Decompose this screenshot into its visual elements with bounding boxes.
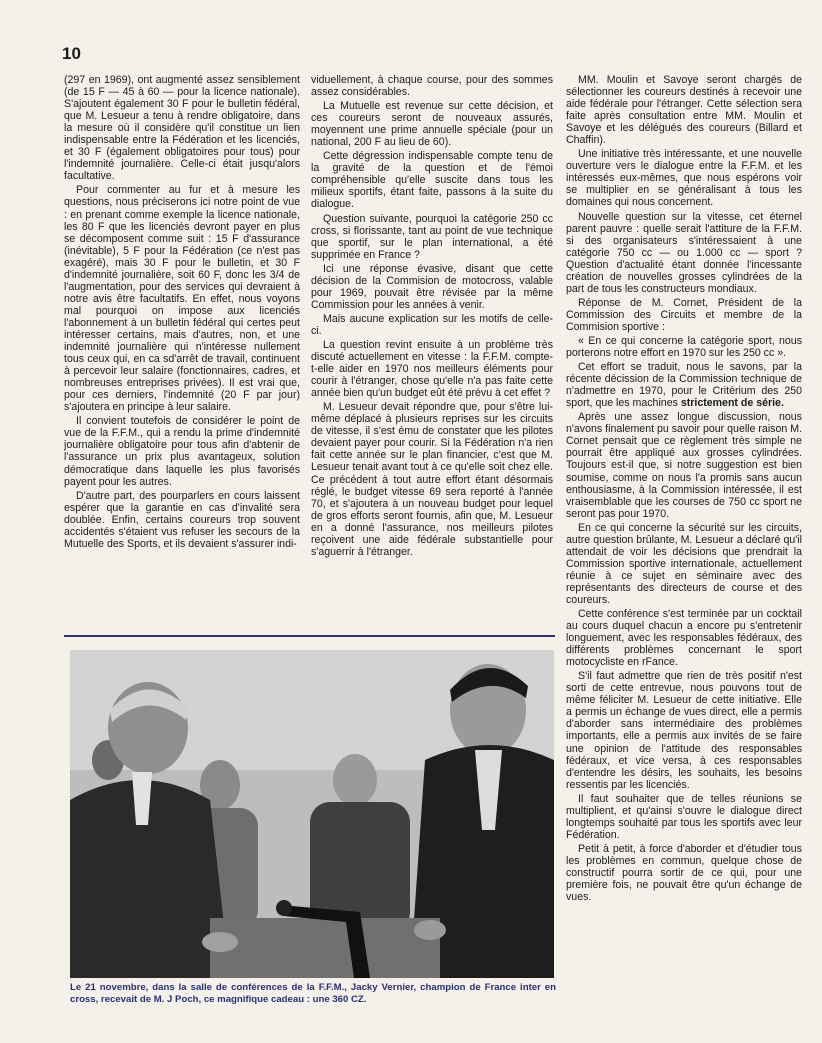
paragraph-text: S'il faut admettre que rien de très positif n'est sorti de cette entrevue, nous pouvons tout de même féliciter M. Lesueur de cette initiative. Elle a permis un échange de vues direct, elle a permis d'aborder sans intermédiaire des problèmes importants, elle a permis aux invités de se faire une opinion de l'attitude des responsables fédéraux, et vice versa, à ces responsables d'entendre les désirs, les souhaits, les besoins ressentis par les licenciés. [566,670,802,791]
paragraph-text: Question suivante, pourquoi la catégorie 250 cc cross, si florissante, tant au point de vue technique que sportif, sur le plan international, a été supprimée en France ? [311,212,553,261]
paragraph-text: M. Lesueur devait répondre que, pour s'être lui-même déplacé à plusieurs reprises sur les circuits de vitesse, il s'est ému de constater que les pilotes devaient payer pour courir. Si la Fédération n'a rien fait cette année sur le plan financier, c'est que M. Lesueur tenait avant tout à ce qu'elle soit chez elle. Ce précédent à tout autre effort étant désormais réglé, le budget vitesse 69 sera reporté à l'année 70, et s'ajoutera à un nouveau budget pour lequel de gros efforts seront fournis, afin que, M. Lesueur en a donné l'assurance, nos meilleurs pilotes reçoivent une aide fédérale substantielle pour s'aguerrir à l'étranger. [311,401,553,558]
article-paragraph [566,74,802,146]
paragraph-text: Il faut souhaiter que de telles réunions se multiplient, et qu'ainsi s'ouvre le dialogue direct longtemps souhaité par tous les sportifs avec leur Fédération. [566,792,802,841]
article-paragraph [311,100,553,148]
emphasis-text: strictement de série. [680,397,784,410]
article-paragraph [566,361,802,409]
article-paragraph [566,522,802,606]
news-photo [70,650,554,978]
article-paragraph [311,339,553,399]
article-paragraph [566,793,802,841]
paragraph-text: viduellement, à chaque course, pour des sommes assez considérables. [311,74,553,99]
article-column-3 [566,74,802,1024]
article-paragraph [566,843,802,903]
paragraph-text: Mais aucune explication sur les motifs de celle-ci. [311,312,553,337]
paragraph-text: MM. Moulin et Savoye seront chargés de sélectionner les coureurs destinés à recevoir une aide fédérale pour l'étranger. Cette sélection sera faite après consultation entre MM. Moulin et Savoye et les délégués des coureurs (Billard et Chaffin). [566,74,802,147]
paragraph-text: D'autre part, des pourparlers en cours laissent espérer que la garantie en cas d'invalité sera doublée. Enfin, certains coureurs trop souvent accidentés s'étaient vus refuser les secours de la Mutuelle des Sports, et ils devaient s'assurer indi- [64,489,300,550]
article-paragraph [64,490,300,550]
photo-illustration [70,650,554,978]
paragraph-text: La Mutuelle est revenue sur cette décision, et ces coureurs seront de nouveaux assurés, moyennent une prime annuelle spéciale (pour un national, 200 F au lieu de 60). [311,100,553,149]
article-paragraph [566,670,802,790]
paragraph-text: Pour commenter au fur et à mesure les questions, nous préciserons ici notre point de vue : en prenant comme exemple la licence nationale, les 80 F que les licenciés devront payer en plus se décomposent comme suit : 15 F d'assurance (inévitable), 5 F pour la Fédération (ce n'est pas exagéré), mais 30 F pour le bulletin, et 30 F d'indemnité journalière, soit 60 F, donc les 3/4 de l'augmentation, pour des services qui devraient à notre avis être facultatifs. En effet, nous voyons mal pourquoi on impose aux licenciés l'abonnement à un bulletin fédéral qui certes peut intéresser certains, mais d'autres, non, et une indemnité journalière qui n'intéresse nullement tous ceux qui, en ca sd'arrêt de travail, continuent à percevoir leur salaire (fonctionnaires, cadres, et nombreuses entreprises privées). Il est vrai que, pour ces derniers, l'indemnité (20 F par jour) s'ajoutera en principe à leur salaire. [64,184,300,414]
page-number: 10 [62,44,81,63]
paragraph-text: (297 en 1969), ont augmenté assez sensiblement (de 15 F — 45 à 60 — pour la licence nationale). S'ajoutent également 30 F pour le bulletin fédéral, que M. Lesueur a tenu à rendre obligatoire, dans la mesure où il considère qu'il constitue un lien indispensable entre la Fédération et les licenciés, et 30 F (également obligatoires pour tous) pour l'indemnité journalière. Celle-ci était jusqu'alors facultative. [64,74,300,183]
article-paragraph [64,184,300,413]
article-paragraph [311,150,553,210]
paragraph-text: Après une assez longue discussion, nous n'avons finalement pu savoir pour quelle raison M. Cornet pensait que ce règlement très simple ne pourrait être appliqué aux grosses cylindrées. Toujours est-il que, si notre suggestion est bien soumise, comme on nous l'a promis sans aucun enthousiasme, à la Commission intéressée, il est vraisemblable que les courses de 750 cc sport ne seront pas pour 1970. [566,411,802,520]
paragraph-text: Nouvelle question sur la vitesse, cet éternel parent pauvre : quelle serait l'attiture de la F.F.M. si des organisateurs s'intéressaient à une catégorie 750 cc — ou 1.000 cc — sport ? Question d'actualité étant donnée l'incessante création de nouvelles grosses cylindrées de la part de tous les constructeurs mondiaux. [566,210,802,295]
article-paragraph [311,213,553,261]
paragraph-text: « En ce qui concerne la catégorie sport, nous porterons notre effort en 1970 sur les 250 cc ». [566,334,802,360]
paragraph-text: Réponse de M. Cornet, Président de la Commission des Circuits et membre de la Commision sportive : [566,296,802,333]
paragraph-text: La question revint ensuite à un problème très discuté actuellement en vitesse : la F.F.M. compte-t-elle aider en 1970 nos meilleurs éléments pour courir à l'étranger, chose qu'elle n'a pas faite cette année bien qu'un budget eût été prévu à cet effet ? [311,338,553,400]
article-paragraph [566,211,802,295]
article-paragraph [566,608,802,668]
paragraph-text: Cette dégression indispensable compte tenu de la gravité de la question et de l'émoi compréhensible qu'elle suscite dans tous les milieux sportifs, étant faite, passons à la suite du dialogue. [311,150,553,211]
photo-caption: Le 21 novembre, dans la salle de conférences de la F.F.M., Jacky Vernier, champion de France inter en cross, recevait de M. J Poch, ce magnifique cadeau : une 360 CZ. [70,982,556,1005]
paragraph-text: Petit à petit, à force d'aborder et d'étudier tous les problèmes en commun, quelque chose de constructif pourra sortir de ce qui, pour une première fois, ne pouvait être qu'un échange de vues. [566,842,802,904]
article-paragraph [311,401,553,558]
paragraph-text: Cet effort se traduit, nous le savons, par la récente décission de la Commission technique de n'admettre en 1970, pour le Critérium des 250 sport, que les machines [566,361,802,410]
paragraph-text: En ce qui concerne la sécurité sur les circuits, autre question brûlante, M. Lesueur a déclaré qu'il attendait de voir les décisions que prendrait la Commission sportive internationale, actuellement réunie à ce sujet en séminaire avec des représentants des directeurs de course et des coureurs. [566,521,802,606]
article-paragraph [311,313,553,337]
paragraph-text: Cette conférence s'est terminée par un cocktail au cours duquel chacun a encore pu s'entretenir longuement, avec les responsables fédéraux, des différents problèmes concernant le sport motocycliste en rFance. [566,608,802,669]
article-paragraph [64,415,300,487]
article-column-1 [64,74,300,620]
article-paragraph [311,263,553,311]
article-paragraph [566,297,802,333]
paragraph-text: Il convient toutefois de considérer le point de vue de la F.F.M., qui a rendu la prime d'indemnité journalière obligatoire pour tous afin d'abtenir de l'assurance un prix plus avantageux, solution démocratique dans laquelle les plus favorisés payent pour les autres. [64,415,300,488]
article-paragraph [566,335,802,359]
article-paragraph [566,148,802,208]
article-paragraph [566,411,802,519]
article-paragraph [311,74,553,98]
section-divider [64,635,555,637]
paragraph-text: Ici une réponse évasive, disant que cette décision de la Commision de motocross, valable pour 1969, pouvait être révisée par la même Commission pour les années à venir. [311,262,553,311]
paragraph-text: Une initiative très intéressante, et une nouvelle ouverture vers le dialogue entre la F.F.M. et les intéressés eux-mêmes, que nous espérons voir se multiplier en se généralisant à tous les domaines qui nous concernent. [566,148,802,209]
article-paragraph [64,74,300,182]
article-column-2 [311,74,553,634]
